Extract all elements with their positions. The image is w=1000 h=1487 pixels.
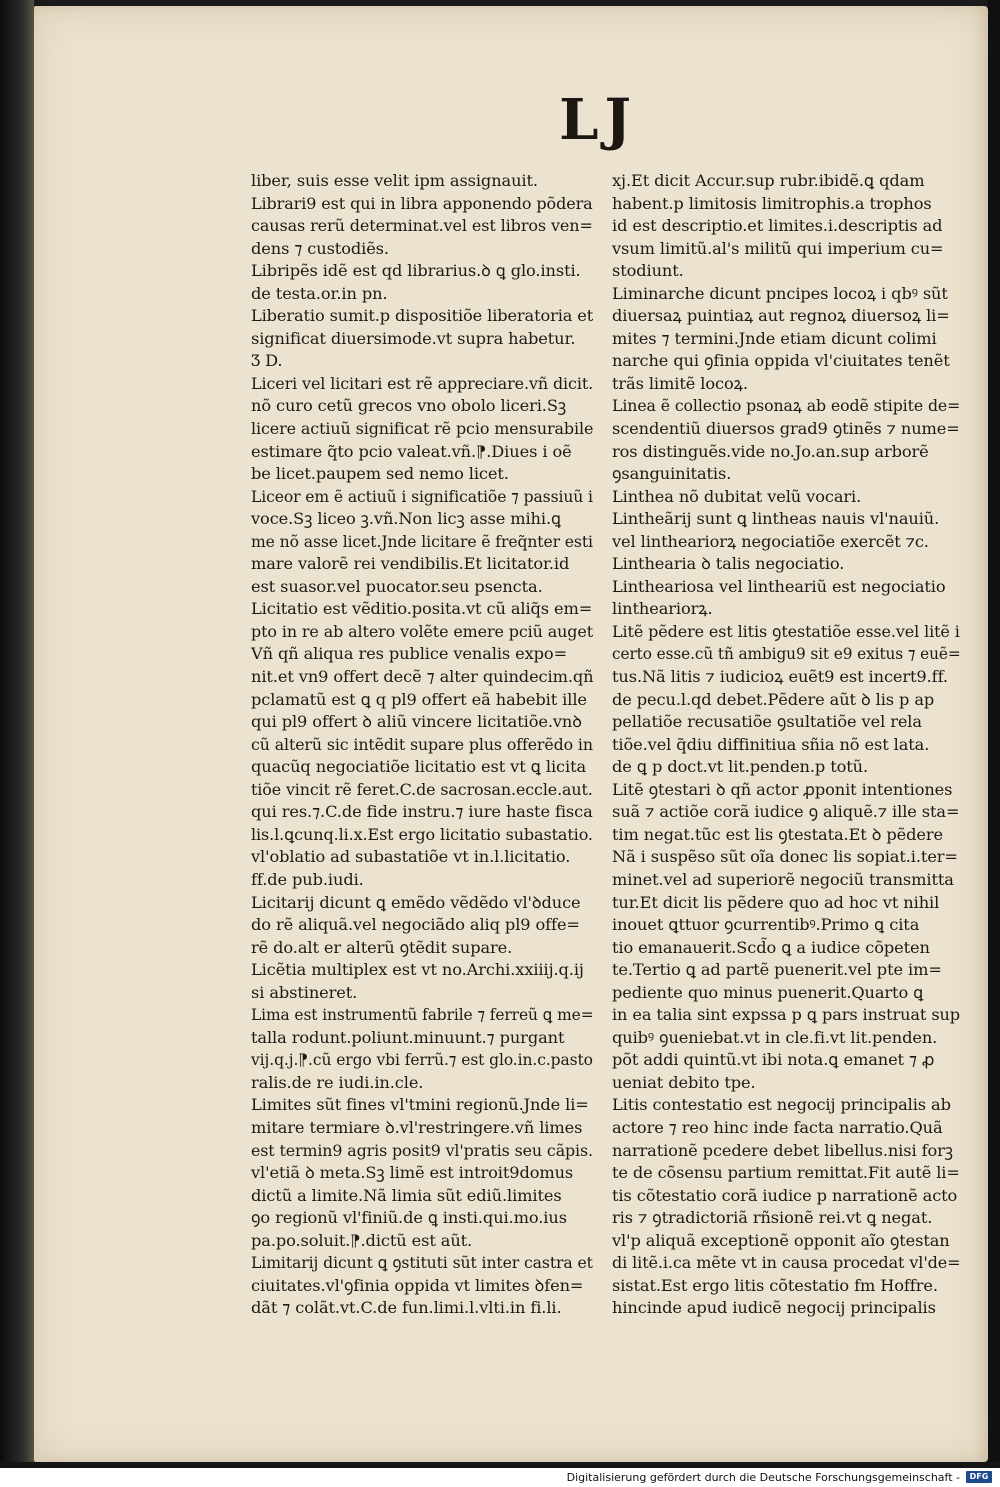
text-line: tis cõtestatio corã iudice p narrationẽ acto bbox=[612, 1185, 958, 1205]
text-line: quacũq negociatiõe licitatio est vt ꝗ licita bbox=[251, 757, 587, 777]
text-line: Limitarij dicunt ꝗ ꝯstituti sũt inter castra et bbox=[251, 1253, 593, 1273]
text-line: dictũ a limite.Nã limia sũt ediũ.limites bbox=[251, 1185, 562, 1205]
text-line: Nã i suspẽso sũt oĩa donec lis sopiat.i.ter= bbox=[612, 847, 958, 867]
text-line: Ʒ D. bbox=[251, 351, 283, 371]
text-line: certo esse.cũ tñ ambigu9 sit e9 exitus ⁊ euẽ= bbox=[612, 644, 961, 664]
text-line: be licet.paupem sed nemo licet. bbox=[251, 464, 509, 484]
text-line: põt addi quintũ.vt ibi nota.ꝗ emanet ⁊ ꝓ bbox=[612, 1050, 935, 1070]
text-line: cũ alterũ sic intẽdit supare plus offerẽdo in bbox=[251, 734, 593, 754]
text-line: Litẽ ꝯtestari ꝺ qñ actor ꝓponit intentiones bbox=[612, 779, 953, 799]
text-line: Liberatio sumit.p dispositiõe liberatoria et bbox=[251, 306, 594, 326]
text-line: rẽ do.alt er alterũ ꝯtẽdit supare. bbox=[251, 937, 513, 957]
text-line: vel lintheariorꝝ negociatiõe exercẽt ⁊c. bbox=[612, 531, 929, 551]
text-line: de ꝗ p doct.vt lit.penden.p totũ. bbox=[612, 757, 869, 777]
text-line: pa.po.soluit.⁋.dictũ est aũt. bbox=[251, 1230, 473, 1250]
text-line: ueniat debito tpe. bbox=[612, 1072, 756, 1092]
text-line: Vñ qñ aliqua res publice venalis expo= bbox=[251, 644, 568, 664]
text-line: estimare q̃to pcio valeat.vñ.⁋.Diues i oẽ bbox=[251, 441, 572, 461]
text-line: ralis.de re iudi.in.cle. bbox=[251, 1072, 424, 1092]
dfg-logo: DFG bbox=[966, 1471, 992, 1483]
text-line: Linthea nõ dubitat velũ vocari. bbox=[612, 486, 862, 506]
text-line: vsum limitũ.al's militũ qui imperium cu= bbox=[612, 238, 944, 258]
text-line: mitare termiare ꝺ.vl'restringere.vñ limes bbox=[251, 1117, 583, 1137]
text-line: tus.Nã litis ⁊ iudicioꝝ euẽt9 est incert9.ff. bbox=[612, 667, 948, 687]
text-line: Lintheariosa vel lintheariũ est negociatio bbox=[612, 576, 946, 596]
text-line: trãs limitẽ locoꝝ. bbox=[612, 373, 748, 393]
text-line: ciuitates.vl'ꝯfinia oppida vt limites ꝺfen= bbox=[251, 1275, 584, 1295]
text-line: Librari9 est qui in libra apponendo põdera bbox=[251, 193, 593, 213]
text-line: Lima est instrumentũ fabrile ⁊ ferreũ ꝗ me= bbox=[251, 1005, 594, 1025]
text-line: pto in re ab altero volẽte emere pciũ auget bbox=[251, 621, 594, 641]
text-line: voce.Sꝫ liceo ꝫ.vñ.Non licꝫ asse mihi.ꝗ bbox=[251, 509, 561, 529]
text-line: Libripẽs idẽ est qd librarius.ꝺ ꝗ glo.insti. bbox=[251, 261, 581, 281]
text-line: dãt ⁊ colãt.vt.C.de fun.limi.l.vlti.in fi.li. bbox=[251, 1298, 562, 1318]
text-line: dens ⁊ custodiẽs. bbox=[251, 238, 389, 258]
text-line: Liceor em ẽ actiuũ i significatiõe ⁊ passiuũ i bbox=[251, 486, 593, 506]
text-line: pellatiõe recusatiõe ꝯsultatiõe vel rela bbox=[612, 712, 922, 732]
text-line: minet.vel ad superiorẽ negociũ transmitta bbox=[612, 869, 954, 889]
text-line: tiõe.vel q̃diu diffinitiua sñia nõ est lata. bbox=[612, 734, 930, 754]
text-line: qui res.⁊.C.de fide instru.⁊ iure haste fisca bbox=[251, 802, 593, 822]
text-line: pediente quo minus puenerit.Quarto ꝗ bbox=[612, 982, 924, 1002]
text-line: Liminarche dicunt pncipes locoꝝ i qbꝰ sũt bbox=[612, 283, 948, 303]
text-line: narrationẽ pcedere debet libellus.nisi forꝫ bbox=[612, 1140, 953, 1160]
text-line: suã ⁊ actiõe corã iudice ꝯ aliquẽ.⁊ ille sta= bbox=[612, 802, 960, 822]
text-line: tio emanauerit.Scd̃o ꝗ a iudice cõpeten bbox=[612, 937, 930, 957]
text-line: Liceri vel licitari est rẽ appreciare.vñ dicit. bbox=[251, 373, 594, 393]
text-line: nõ curo cetũ grecos vno obolo liceri.Sꝫ bbox=[251, 396, 567, 416]
text-line: vl'p aliquã exceptionẽ opponit aĩo ꝯtestan bbox=[612, 1230, 950, 1250]
text-line: hincinde apud iudicẽ negocij principalis bbox=[612, 1298, 936, 1318]
text-line: Licẽtia multiplex est vt no.Archi.xxiiij.q.ij bbox=[251, 960, 584, 980]
text-line: si abstineret. bbox=[251, 982, 358, 1002]
text-line: actore ⁊ reo hinc inde facta narratio.Quã bbox=[612, 1117, 943, 1137]
text-line: qui pl9 offert ꝺ aliũ vincere licitatiõe.vnꝺ bbox=[251, 712, 582, 732]
page-headline: LJ bbox=[559, 87, 637, 153]
text-line: scendentiũ diuersos grad9 ꝯtinẽs ⁊ nume= bbox=[612, 419, 960, 439]
text-line: ros distinguẽs.vide no.Jo.an.sup arborẽ bbox=[612, 441, 929, 461]
binding-gutter bbox=[0, 0, 34, 1468]
text-line: liber, suis esse velit ipm assignauit. bbox=[251, 171, 538, 190]
text-line: Lintheãrij sunt ꝗ lintheas nauis vl'nauiũ. bbox=[612, 509, 940, 529]
text-line: stodiunt. bbox=[612, 261, 684, 281]
text-line: quibꝰ ꝯueniebat.vt in cle.fi.vt lit.penden. bbox=[612, 1027, 938, 1047]
text-line: talla rodunt.poliunt.minuunt.⁊ purgant bbox=[251, 1027, 565, 1047]
text-line: Litẽ pẽdere est litis ꝯtestatiõe esse.vel litẽ i bbox=[612, 621, 960, 641]
text-line: inouet ꝗttuor ꝯcurrentibꝰ.Primo ꝗ cita bbox=[612, 915, 920, 935]
text-line: significat diuersimode.vt supra habetur. bbox=[251, 328, 576, 348]
text-line: vl'etiã ꝺ meta.Sꝫ limẽ est introit9domus bbox=[251, 1163, 574, 1183]
text-line: ꝯsanguinitatis. bbox=[612, 464, 732, 484]
text-line: causas rerũ determinat.vel est libros ven= bbox=[251, 216, 593, 236]
footer-credit: Digitalisierung gefördert durch die Deutsche Forschungsgemeinschaft - bbox=[566, 1471, 960, 1484]
text-line: est suasor.vel puocator.seu psencta. bbox=[251, 576, 543, 596]
text-line: est termin9 agris posit9 vl'pratis seu cãpis. bbox=[251, 1140, 593, 1160]
text-line: ff.de pub.iudi. bbox=[251, 869, 364, 889]
text-line: mites ⁊ termini.Jnde etiam dicunt colimi bbox=[612, 328, 937, 348]
text-line: te de cõsensu partium remittat.Fit autẽ li= bbox=[612, 1163, 960, 1183]
text-line: Linea ẽ collectio psonaꝝ ab eodẽ stipite de= bbox=[612, 396, 961, 416]
text-line: licere actiuũ significat rẽ pcio mensurabile bbox=[251, 419, 594, 439]
text-line: vij.q.j.⁋.cũ ergo vbi ferrũ.⁊ est glo.in.c.pasto bbox=[251, 1050, 593, 1070]
text-line: ris ⁊ ꝯtradictoriã rñsionẽ rei.vt ꝗ negat. bbox=[612, 1208, 933, 1228]
text-line: vl'oblatio ad subastatiõe vt in.l.licitatio. bbox=[251, 847, 571, 867]
text-line: in ea talia sint expssa p ꝗ pars instruat sup bbox=[612, 1005, 961, 1025]
text-line: Limites sũt fines vl'tmini regionũ.Jnde li= bbox=[251, 1095, 589, 1115]
text-line: Litis contestatio est negocij principalis ab bbox=[612, 1095, 951, 1115]
text-line: lintheariorꝝ. bbox=[612, 599, 713, 619]
text-line: tiõe vincit rẽ feret.C.de sacrosan.eccle.aut. bbox=[251, 779, 593, 799]
text-line: sistat.Est ergo litis cõtestatio fm Hoffre. bbox=[612, 1275, 938, 1295]
text-line: nit.et vn9 offert decẽ ⁊ alter quindecim.qñ bbox=[251, 667, 594, 687]
text-line: de pecu.l.qd debet.Pẽdere aũt ꝺ lis p ap bbox=[612, 689, 935, 709]
text-line: lis.l.ꝗcunq.li.x.Est ergo licitatio subastatio. bbox=[251, 824, 593, 844]
text-line: narche qui ꝯfinia oppida vl'ciuitates tenẽt bbox=[612, 351, 950, 371]
footer-bar bbox=[0, 1468, 1000, 1487]
text-line: Licitatio est vẽditio.posita.vt cũ aliq̃s em= bbox=[251, 599, 593, 619]
scan-right-edge bbox=[988, 0, 1000, 1468]
right-text-column bbox=[612, 170, 960, 1320]
text-line: ꝯo regionũ vl'finiũ.de ꝗ insti.qui.mo.ius bbox=[251, 1208, 567, 1228]
text-line: habent.p limitosis limitrophis.a trophos bbox=[612, 193, 932, 213]
text-line: tur.Et dicit lis pẽdere quo ad hoc vt nihil bbox=[612, 892, 940, 912]
text-line: id est descriptio.et limites.i.descriptis ad bbox=[612, 216, 943, 236]
text-line: Linthearia ꝺ talis negociatio. bbox=[612, 554, 845, 574]
text-line: mare valorẽ rei vendibilis.Et licitator.id bbox=[251, 554, 570, 574]
text-line: tim negat.tũc est lis ꝯtestata.Et ꝺ pẽdere bbox=[612, 824, 943, 844]
text-line: xj.Et dicit Accur.sup rubr.ibidẽ.ꝗ qdam bbox=[612, 171, 925, 190]
text-line: diuersaꝝ puintiaꝝ aut regnoꝝ diuersoꝝ li= bbox=[612, 306, 950, 326]
text-line: di litẽ.i.ca mẽte vt in causa procedat vl'de= bbox=[612, 1253, 961, 1273]
text-line: me nõ asse licet.Jnde licitare ẽ freq̃nter esti bbox=[251, 531, 593, 551]
text-line: do rẽ aliquã.vel negociãdo aliq pl9 offe= bbox=[251, 915, 580, 935]
text-line: te.Tertio ꝗ ad partẽ puenerit.vel pte im= bbox=[612, 960, 942, 980]
text-line: Licitarij dicunt ꝗ emẽdo vẽdẽdo vl'ꝺduce bbox=[251, 892, 581, 912]
text-line: pclamatũ est ꝗ q pl9 offert eã habebit ille bbox=[251, 689, 587, 709]
text-line: de testa.or.in pn. bbox=[251, 283, 388, 303]
left-text-column bbox=[251, 170, 593, 1320]
